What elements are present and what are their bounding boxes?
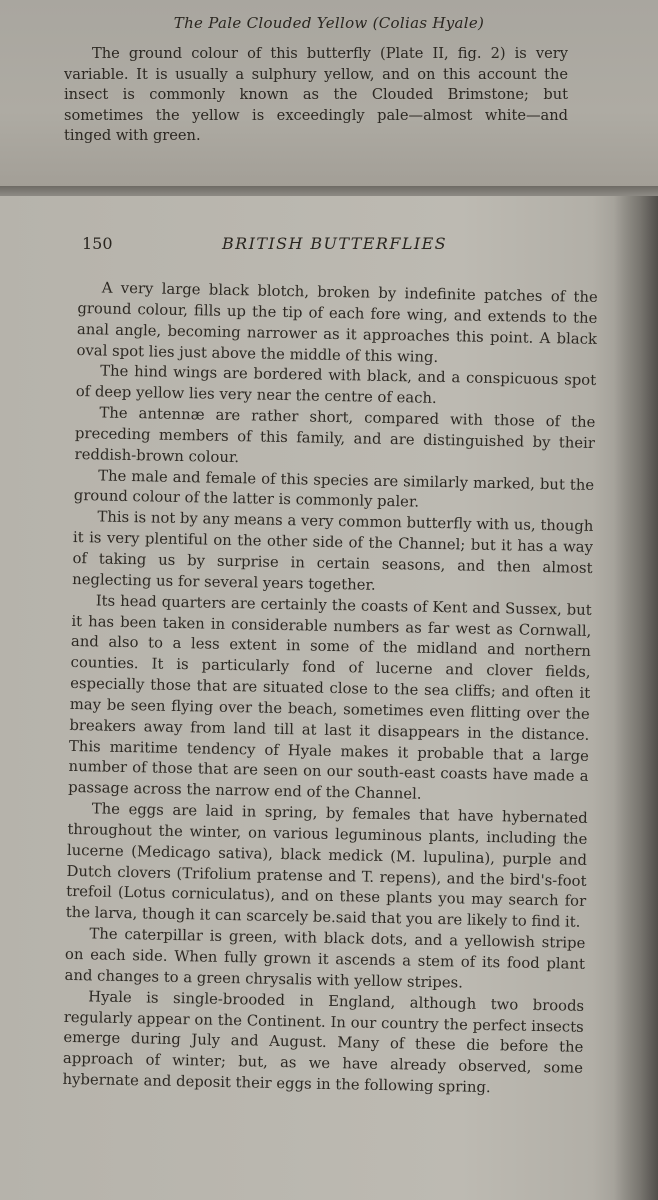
paragraph: The male and female of this species are similarly marked, but the ground colour of the latter is commonly paler. [73, 467, 595, 512]
paragraph: The caterpillar is green, with black dots, and a yellowish stripe on each side. When fully grown it ascends a stem of its food plant and changes to a green chrysalis with yellow stripes. [64, 925, 586, 992]
section-title: The Pale Clouded Yellow (Colias Hyale) [173, 14, 485, 32]
gutter-shadow [614, 196, 658, 1200]
paragraph: The antennæ are rather short, compared with those of the preceding members of this family, and are distinguished by their reddish-brown colour. [74, 404, 596, 466]
running-header: BRITISH BUTTERFLIES [222, 234, 448, 253]
paragraph: This is not by any means a very common butterfly with us, though it is very plentiful on the other side of the Channel; but it has a way of taking us by surprise in certain seasons, and then almost neglecting us for several years together. [72, 508, 594, 594]
top-paragraph: The ground colour of this butterfly (Plate II, fig. 2) is very variable. It is usually a sulphury yellow, and on this account the insect is commonly known as the Clouded Brimstone; but sometimes the yellow is exceedingly pale—almost white—and tinged with green. [64, 45, 568, 144]
body-text [62, 278, 598, 1101]
page-number: 150 [82, 234, 113, 253]
page-150 [0, 196, 658, 1200]
paragraph: The eggs are laid in spring, by females that have hybernated throughout the winter, on various leguminous plants, including the lucerne (Medicago sativa), black medick (M. lupulina), purple and Dutch clovers (Trifolium pratense and T. repens), and the bird's-foot trefoil (Lotus corniculatus), and on these plants you may search for the larva, though it can scarcely be.said that you are likely to find it. [65, 800, 588, 932]
paragraph: The hind wings are bordered with black, and a conspicuous spot of deep yellow lies very near the centre of each. [75, 362, 597, 408]
paragraph: A very large black blotch, broken by indefinite patches of the ground colour, fills up the tip of each fore wing, and extends to the anal angle, becoming narrower as it approaches this point. A black oval spot lies just above the middle of this wing. [76, 279, 598, 366]
paragraph: Its head quarters are certainly the coasts of Kent and Sussex, but it has been taken in considerable numbers as far west as Cornwall, and also to a less extent in some of the midland and northern counties. It is particularly fond of lucerne and clover fields, especially those that are situated close to the sea cliffs; and often it may be seen flying over the beach, sometimes even flitting over the breakers away from land till at last it disappears in the distance. This maritime tendency of Hyale makes it probable that a large number of those that are seen on our south-east coasts have made a passage across the narrow end of the Channel. [68, 592, 592, 803]
previous-page-fragment [0, 0, 658, 186]
paragraph: Hyale is single-brooded in England, although two broods regularly appear on the Continent. In our country the perfect insects emerge during July and August. Many of these die before the approach of winter; but, as we have already observed, some hybernate and deposit their eggs in the following spring. [62, 988, 585, 1097]
